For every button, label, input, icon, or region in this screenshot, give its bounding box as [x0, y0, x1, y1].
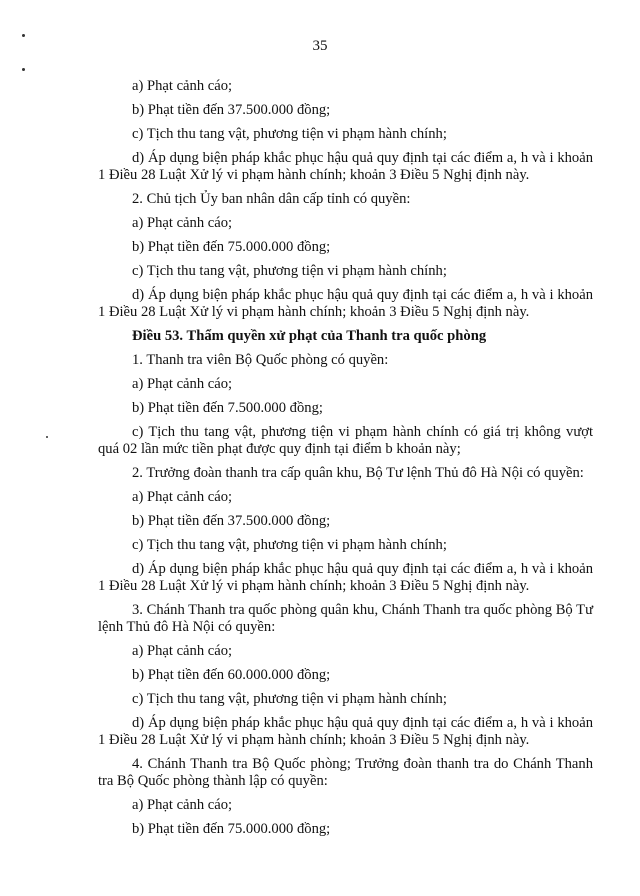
paragraph: d) Áp dụng biện pháp khắc phục hậu quả quy định tại các điểm a, h và i khoản 1 Điều 28 Luật Xử lý vi phạm hành chính; khoản 3 Điều 5 Nghị định này. [98, 150, 593, 183]
scan-speck [22, 34, 25, 37]
article-heading: Điều 53. Thẩm quyền xử phạt của Thanh tra quốc phòng [132, 328, 487, 344]
scan-speck [22, 68, 25, 71]
paragraph: c) Tịch thu tang vật, phương tiện vi phạm hành chính; [132, 691, 447, 707]
paragraph: c) Tịch thu tang vật, phương tiện vi phạm hành chính có giá trị không vượt quá 02 lần mức tiền phạt được quy định tại điểm b khoản này; [98, 424, 593, 457]
paragraph: a) Phạt cảnh cáo; [132, 643, 233, 659]
paragraph: a) Phạt cảnh cáo; [132, 215, 233, 231]
paragraph: a) Phạt cảnh cáo; [132, 376, 233, 392]
paragraph: 3. Chánh Thanh tra quốc phòng quân khu, Chánh Thanh tra quốc phòng Bộ Tư lệnh Thủ đô Hà Nội có quyền: [98, 602, 593, 635]
page-number: 35 [312, 38, 328, 54]
paragraph: c) Tịch thu tang vật, phương tiện vi phạm hành chính; [132, 126, 447, 142]
paragraph: a) Phạt cảnh cáo; [132, 78, 233, 94]
scan-speck [46, 436, 48, 438]
document-body [98, 78, 593, 845]
paragraph: b) Phạt tiền đến 75.000.000 đồng; [132, 821, 331, 837]
paragraph: a) Phạt cảnh cáo; [132, 489, 233, 505]
paragraph: d) Áp dụng biện pháp khắc phục hậu quả quy định tại các điểm a, h và i khoản 1 Điều 28 Luật Xử lý vi phạm hành chính; khoản 3 Điều 5 Nghị định này. [98, 561, 593, 594]
paragraph: c) Tịch thu tang vật, phương tiện vi phạm hành chính; [132, 537, 447, 553]
paragraph: c) Tịch thu tang vật, phương tiện vi phạm hành chính; [132, 263, 447, 279]
paragraph: a) Phạt cảnh cáo; [132, 797, 233, 813]
paragraph: b) Phạt tiền đến 75.000.000 đồng; [132, 239, 331, 255]
paragraph: 2. Chủ tịch Ủy ban nhân dân cấp tỉnh có quyền: [132, 191, 411, 207]
paragraph: 2. Trưởng đoàn thanh tra cấp quân khu, Bộ Tư lệnh Thủ đô Hà Nội có quyền: [132, 465, 584, 481]
paragraph: b) Phạt tiền đến 37.500.000 đồng; [132, 102, 331, 118]
paragraph: b) Phạt tiền đến 60.000.000 đồng; [132, 667, 331, 683]
paragraph: b) Phạt tiền đến 37.500.000 đồng; [132, 513, 331, 529]
paragraph: 1. Thanh tra viên Bộ Quốc phòng có quyền: [132, 352, 389, 368]
paragraph: b) Phạt tiền đến 7.500.000 đồng; [132, 400, 323, 416]
paragraph: 4. Chánh Thanh tra Bộ Quốc phòng; Trưởng đoàn thanh tra do Chánh Thanh tra Bộ Quốc phòng thành lập có quyền: [98, 756, 593, 789]
paragraph: d) Áp dụng biện pháp khắc phục hậu quả quy định tại các điểm a, h và i khoản 1 Điều 28 Luật Xử lý vi phạm hành chính; khoản 3 Điều 5 Nghị định này. [98, 287, 593, 320]
paragraph: d) Áp dụng biện pháp khắc phục hậu quả quy định tại các điểm a, h và i khoản 1 Điều 28 Luật Xử lý vi phạm hành chính; khoản 3 Điều 5 Nghị định này. [98, 715, 593, 748]
